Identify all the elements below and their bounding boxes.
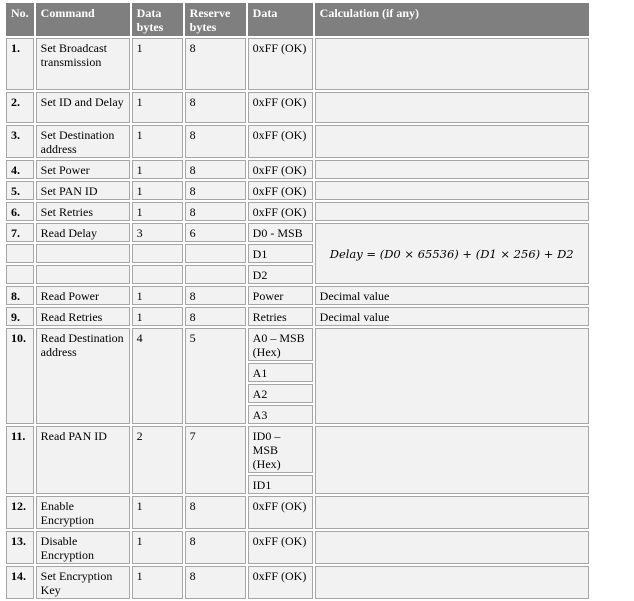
table-row <box>6 160 589 179</box>
cell-calculation <box>315 181 589 200</box>
cell-no: 7. <box>6 223 34 242</box>
cell-no: 14. <box>6 566 34 599</box>
cell-no: 12. <box>6 496 34 529</box>
cell-calculation: Decimal value <box>315 286 589 305</box>
cell-data: 0xFF (OK) <box>248 125 313 158</box>
cell-empty <box>185 244 246 263</box>
cell-empty <box>132 244 183 263</box>
table-row <box>6 125 589 158</box>
table-row <box>6 566 589 599</box>
cell-data-bytes: 3 <box>132 223 183 242</box>
cell-data: D1 <box>248 244 313 263</box>
cell-data: Retries <box>248 307 313 326</box>
cell-no: 9. <box>6 307 34 326</box>
table-row <box>6 531 589 564</box>
cell-no: 6. <box>6 202 34 221</box>
cell-reserve-bytes: 8 <box>185 307 246 326</box>
cell-calculation <box>315 531 589 564</box>
table-row <box>6 307 589 326</box>
cell-calculation <box>315 566 589 599</box>
table-row <box>6 181 589 200</box>
cell-calculation <box>315 426 589 494</box>
cell-calculation <box>315 496 589 529</box>
cell-reserve-bytes: 8 <box>185 38 246 90</box>
table-row <box>6 328 589 361</box>
cell-reserve-bytes: 8 <box>185 566 246 599</box>
cell-reserve-bytes: 8 <box>185 202 246 221</box>
cell-data: A3 <box>248 405 313 424</box>
cell-data: A0 – MSB (Hex) <box>248 328 313 361</box>
cell-data-bytes: 1 <box>132 566 183 599</box>
cell-data-bytes: 1 <box>132 307 183 326</box>
cell-command: Read Delay <box>36 223 130 242</box>
cell-command: Read Destination address <box>36 328 130 424</box>
cell-reserve-bytes: 8 <box>185 496 246 529</box>
delay-formula: Delay = (D0 × 65536) + (D1 × 256) + D2 <box>315 223 589 284</box>
cell-data-bytes: 1 <box>132 38 183 90</box>
cell-data-bytes: 2 <box>132 426 183 494</box>
cell-no: 8. <box>6 286 34 305</box>
cell-data: 0xFF (OK) <box>248 38 313 90</box>
cell-no: 13. <box>6 531 34 564</box>
cell-reserve-bytes: 6 <box>185 223 246 242</box>
table-row <box>6 426 589 473</box>
cell-data-bytes: 4 <box>132 328 183 424</box>
cell-data: 0xFF (OK) <box>248 160 313 179</box>
cell-no: 3. <box>6 125 34 158</box>
cell-data: 0xFF (OK) <box>248 566 313 599</box>
table-row <box>6 223 589 242</box>
table-row <box>6 202 589 221</box>
cell-calculation <box>315 328 589 424</box>
cell-calculation <box>315 160 589 179</box>
cell-reserve-bytes: 5 <box>185 328 246 424</box>
header-no: No. <box>6 3 34 36</box>
cell-data-bytes: 1 <box>132 181 183 200</box>
table-row <box>6 92 589 123</box>
cell-no: 1. <box>6 38 34 90</box>
cell-no: 4. <box>6 160 34 179</box>
cell-command: Set PAN ID <box>36 181 130 200</box>
table-row <box>6 496 589 529</box>
cell-command: Read Power <box>36 286 130 305</box>
cell-data: 0xFF (OK) <box>248 181 313 200</box>
cell-empty <box>36 244 130 263</box>
cell-data-bytes: 1 <box>132 125 183 158</box>
cell-empty <box>132 265 183 284</box>
cell-data-bytes: 1 <box>132 160 183 179</box>
table-row <box>6 38 589 90</box>
cell-command: Set Retries <box>36 202 130 221</box>
cell-command: Read PAN ID <box>36 426 130 494</box>
cell-data: D2 <box>248 265 313 284</box>
cell-no: 10. <box>6 328 34 424</box>
cell-empty <box>185 265 246 284</box>
cell-command: Set Power <box>36 160 130 179</box>
header-command: Command <box>36 3 130 36</box>
cell-reserve-bytes: 7 <box>185 426 246 494</box>
header-row <box>6 3 589 36</box>
cell-reserve-bytes: 8 <box>185 181 246 200</box>
table-row <box>6 286 589 305</box>
cell-data: 0xFF (OK) <box>248 92 313 123</box>
header-data-bytes: Data bytes <box>132 3 183 36</box>
cell-reserve-bytes: 8 <box>185 92 246 123</box>
cell-empty <box>36 265 130 284</box>
cell-data-bytes: 1 <box>132 496 183 529</box>
cell-data: ID0 – MSB (Hex) <box>248 426 313 473</box>
cell-data: Power <box>248 286 313 305</box>
cell-command: Read Retries <box>36 307 130 326</box>
cell-calculation <box>315 38 589 90</box>
cell-reserve-bytes: 8 <box>185 160 246 179</box>
cell-calculation <box>315 92 589 123</box>
cell-data: A1 <box>248 363 313 382</box>
cell-calculation <box>315 125 589 158</box>
cell-empty <box>6 244 34 263</box>
cell-no: 5. <box>6 181 34 200</box>
cell-data: 0xFF (OK) <box>248 531 313 564</box>
cell-calculation: Decimal value <box>315 307 589 326</box>
command-table-container <box>4 1 591 601</box>
cell-reserve-bytes: 8 <box>185 531 246 564</box>
cell-data-bytes: 1 <box>132 531 183 564</box>
cell-no: 11. <box>6 426 34 494</box>
header-calculation: Calculation (if any) <box>315 3 589 36</box>
cell-reserve-bytes: 8 <box>185 125 246 158</box>
cell-calculation <box>315 202 589 221</box>
header-reserve-bytes: Reserve bytes <box>185 3 246 36</box>
cell-data-bytes: 1 <box>132 286 183 305</box>
cell-data: 0xFF (OK) <box>248 202 313 221</box>
cell-command: Set Encryption Key <box>36 566 130 599</box>
cell-no: 2. <box>6 92 34 123</box>
command-table <box>4 1 591 601</box>
cell-empty <box>6 265 34 284</box>
cell-command: Set Broadcast transmission <box>36 38 130 90</box>
cell-command: Enable Encryption <box>36 496 130 529</box>
cell-command: Set Destination address <box>36 125 130 158</box>
header-data: Data <box>248 3 313 36</box>
cell-data: A2 <box>248 384 313 403</box>
cell-data: ID1 <box>248 475 313 494</box>
cell-data: 0xFF (OK) <box>248 496 313 529</box>
cell-data-bytes: 1 <box>132 202 183 221</box>
cell-data-bytes: 1 <box>132 92 183 123</box>
cell-reserve-bytes: 8 <box>185 286 246 305</box>
cell-data: D0 - MSB <box>248 223 313 242</box>
cell-command: Disable Encryption <box>36 531 130 564</box>
cell-command: Set ID and Delay <box>36 92 130 123</box>
